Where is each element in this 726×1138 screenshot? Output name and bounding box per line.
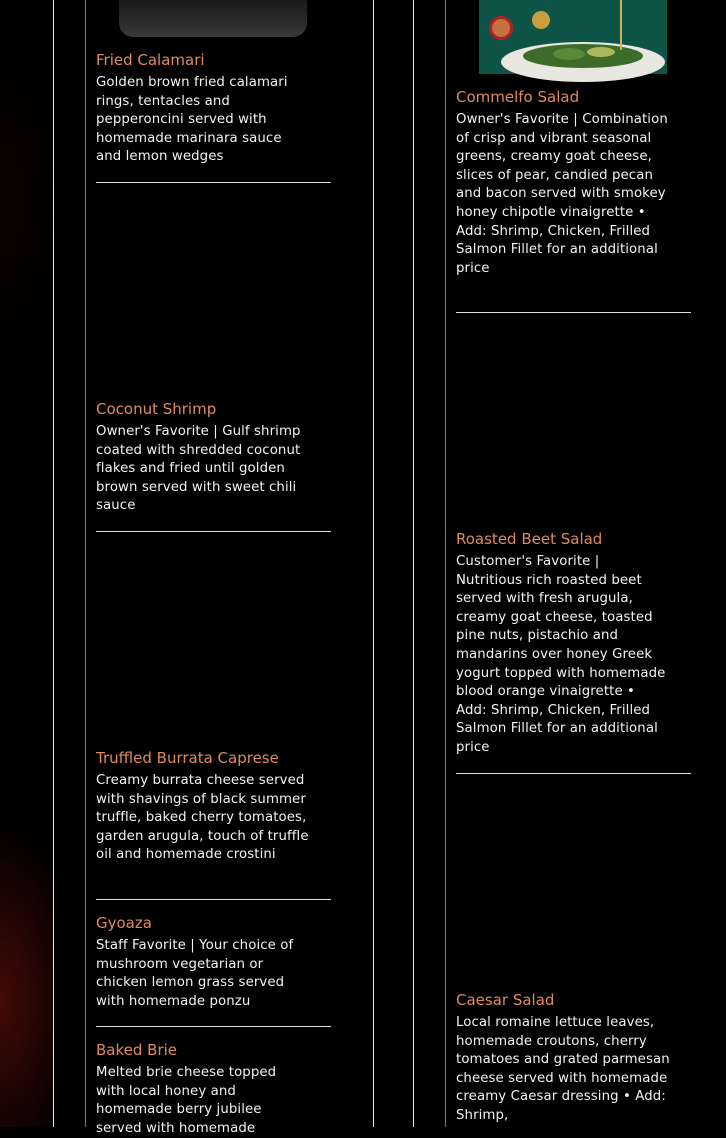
item-divider (96, 182, 331, 183)
item-divider (96, 531, 331, 532)
background-glow (0, 0, 54, 1127)
item-title: Commelfo Salad (456, 88, 580, 106)
item-description: Golden brown fried calamari rings, tentacles and pepperoncini served with homemade marinara sauce and lemon wedges (96, 75, 288, 165)
menu-item (96, 400, 326, 516)
item-title: Fried Calamari (96, 51, 205, 69)
item-title: Roasted Beet Salad (456, 530, 603, 548)
item-divider (96, 1026, 331, 1027)
item-description: Owner's Favorite | Gulf shrimp coated with shredded coconut flakes and fried until golden brown served with sweet chili sauce (96, 424, 301, 514)
item-description: Customer's Favorite | Nutritious rich roasted beet served with fresh arugula, creamy goat cheese, toasted pine nuts, pistachio and mandarins over honey Greek yogurt topped with homemade blood orange vinaigrette • Add: Shrimp, Chicken, Frilled Salmon Fillet for an additional price (456, 554, 666, 755)
item-description: Melted brie cheese topped with local honey and homemade berry jubilee served with homemade (96, 1065, 277, 1136)
item-title: Truffled Burrata Caprese (96, 749, 279, 767)
menu-item (456, 88, 686, 278)
salad-photo-illustration (479, 0, 667, 74)
left-accent-line (85, 0, 86, 1127)
right-accent-line (445, 0, 446, 1127)
item-description: Staff Favorite | Your choice of mushroom vegetarian or chicken lemon grass served with homemade ponzu (96, 938, 294, 1009)
item-title: Coconut Shrimp (96, 400, 217, 418)
menu-item (96, 914, 326, 1011)
menu-item (96, 749, 326, 865)
commelfo-salad-photo (479, 0, 667, 74)
item-description: Local romaine lettuce leaves, homemade croutons, cherry tomatoes and grated parmesan cheese served with homemade creamy Caesar dressing • Add: Shrimp, (456, 1015, 670, 1123)
item-description: Creamy burrata cheese served with shavings of black summer truffle, baked cherry tomatoes, garden arugula, touch of truffle oil and homemade crostini (96, 773, 309, 863)
menu-item (456, 991, 686, 1126)
menu-item (96, 51, 326, 167)
menu-item (456, 530, 686, 758)
item-divider (456, 773, 691, 774)
menu-item (96, 1041, 326, 1138)
item-divider (456, 312, 691, 313)
item-divider (96, 899, 331, 900)
fried-calamari-photo (119, 0, 307, 37)
item-title: Baked Brie (96, 1041, 178, 1059)
item-description: Owner's Favorite | Combination of crisp and vibrant seasonal greens, creamy goat cheese, slices of pear, candied pecan and bacon served with smokey honey chipotle vinaigrette • Add: Shrimp, Chicken, Frilled Salmon Fillet for an additional price (456, 112, 668, 276)
item-title: Gyoaza (96, 914, 152, 932)
item-title: Caesar Salad (456, 991, 555, 1009)
